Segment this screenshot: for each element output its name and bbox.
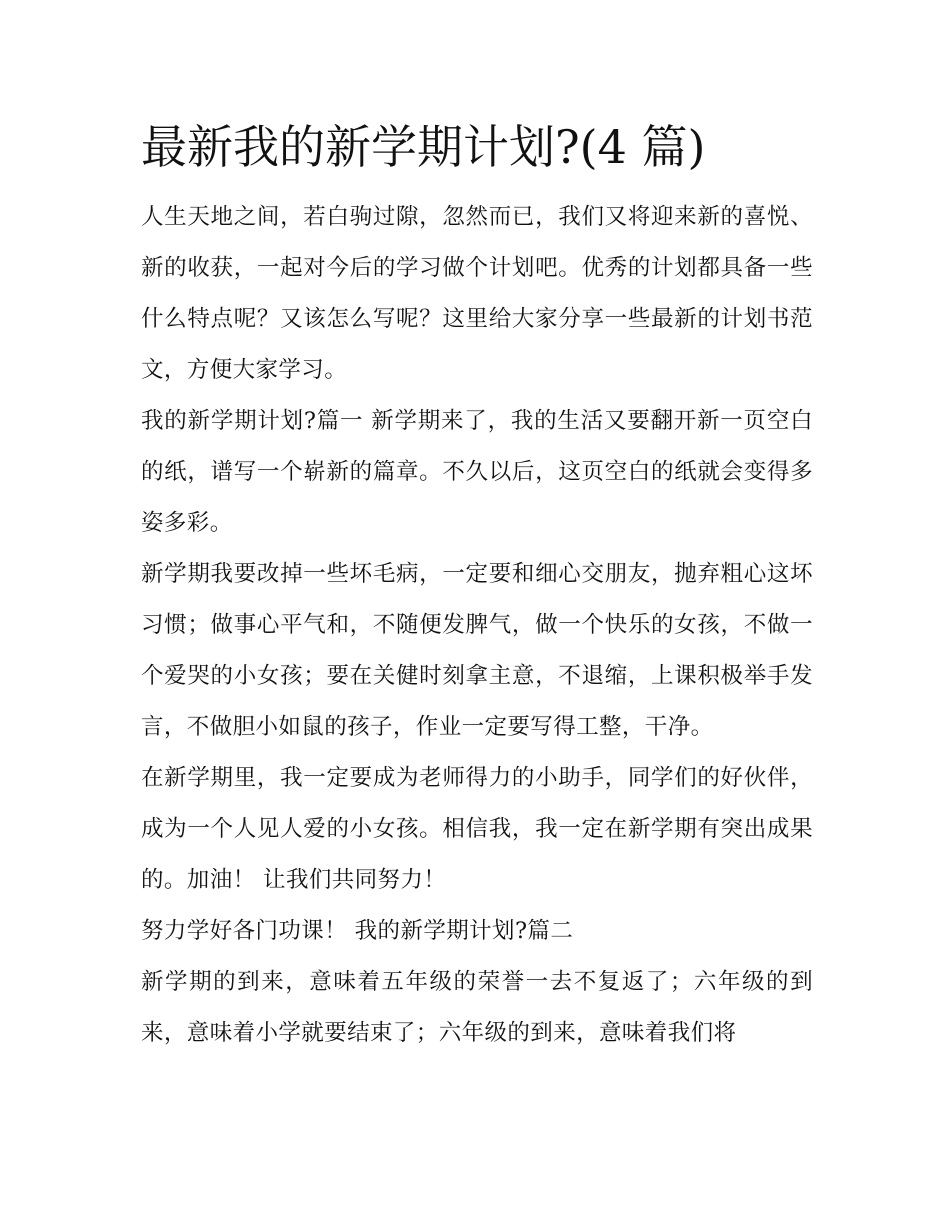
paragraph-part-two: 新学期的到来，意味着五年级的荣誉一去不复返了；六年级的到来，意味着小学就要结束了；六年级的到来，意味着我们将 [141,969,813,1046]
paragraph-intro: 人生天地之间，若白驹过隙，忽然而已，我们又将迎来新的喜悦、新的收获，一起对今后的学习做个计划吧。优秀的计划都具备一些什么特点呢？又该怎么写呢？这里给大家分享一些最新的计划书范文，方便大家学习。 [141,204,813,383]
paragraph-part-two-heading: 努力学好各门功课！ 我的新学期计划?篇二 [141,918,574,944]
paragraph-goals: 在新学期里，我一定要成为老师得力的小助手，同学们的好伙伴，成为一个人见人爱的小女孩。相信我，我一定在新学期有突出成果的。加油！ 让我们共同努力！ [141,765,813,893]
document-title: 最新我的新学期计划?(4 篇) [141,120,706,174]
paragraph-habits: 新学期我要改掉一些坏毛病，一定要和细心交朋友，抛弃粗心这坏习惯；做事心平气和，不随便发脾气，做一个快乐的女孩，不做一个爱哭的小女孩；要在关健时刻拿主意，不退缩，上课积极举手发言，不做胆小如鼠的孩子，作业一定要写得工整，干净。 [141,561,813,740]
document-body [141,110,813,1059]
paragraph-part-one: 我的新学期计划?篇一 新学期来了，我的生活又要翻开新一页空白的纸，谱写一个崭新的篇章。不久以后，这页空白的纸就会变得多姿多彩。 [141,408,813,536]
